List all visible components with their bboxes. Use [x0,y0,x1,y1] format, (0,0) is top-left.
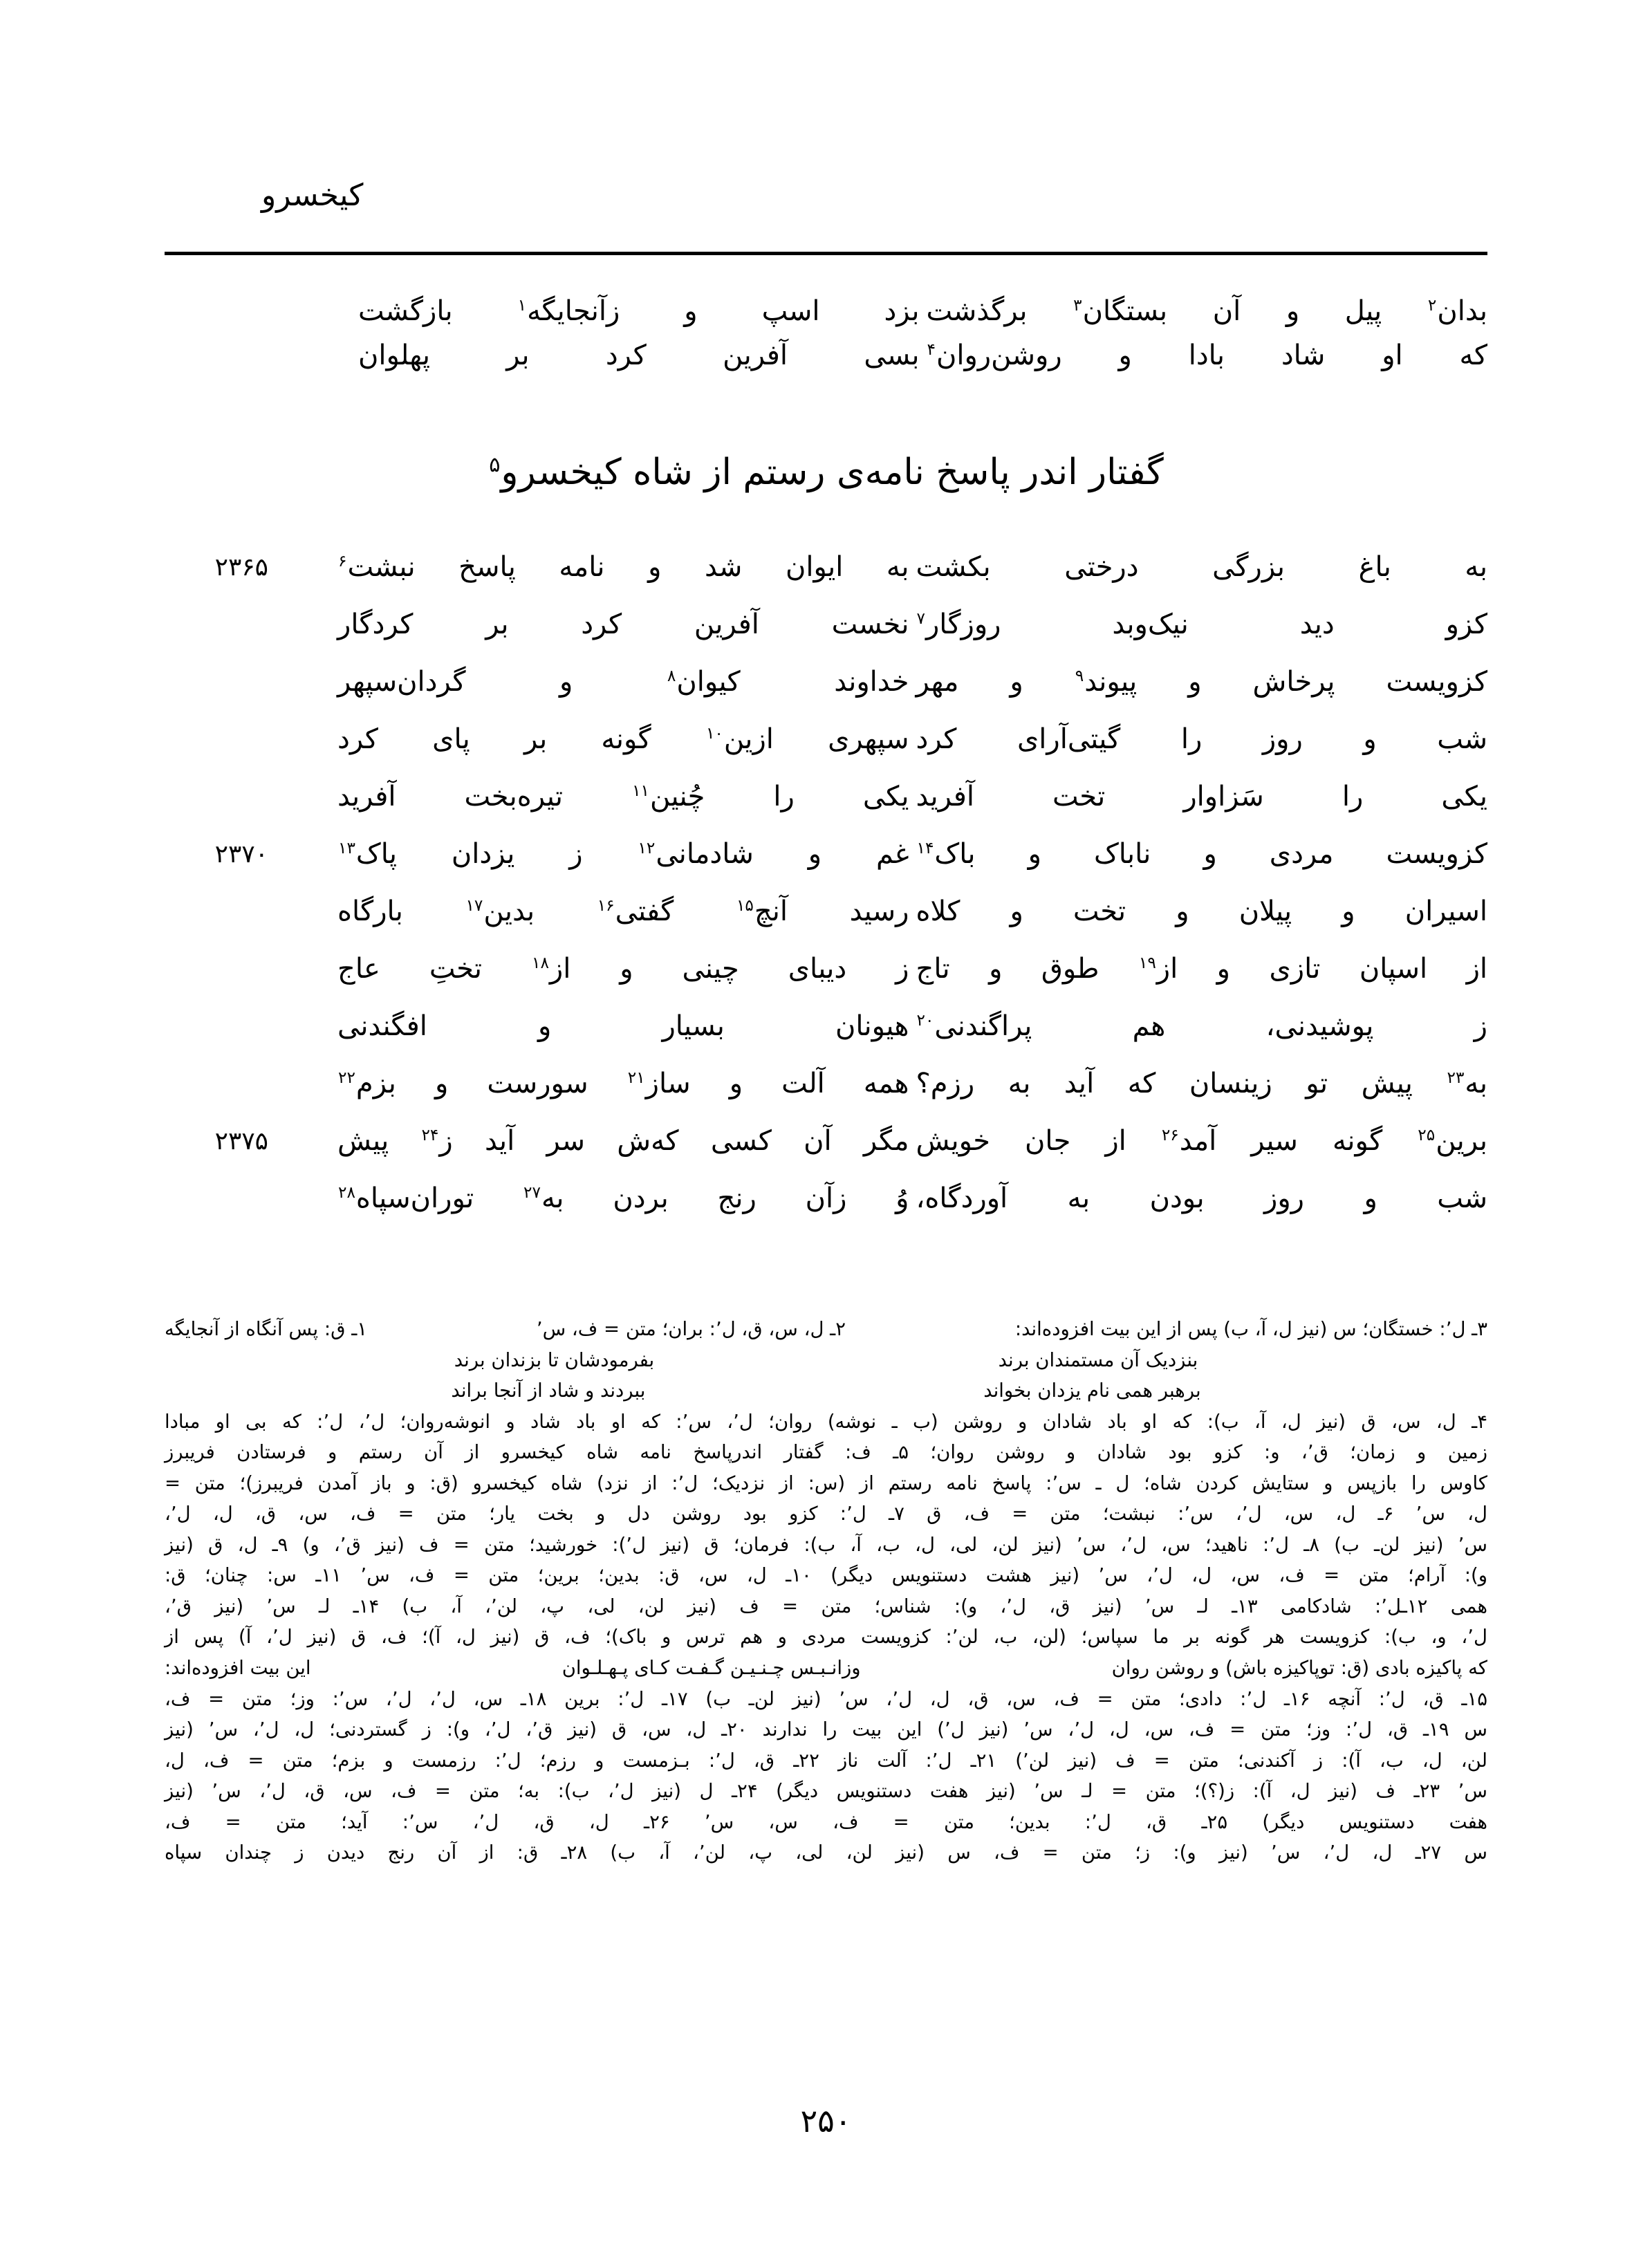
apparatus-line: ل‌٬، و، ب): کزویست هر گونه بر ما سپاس؛ (لن، ب، لن‌٬: کزویست مردی و هم ترس و باک)؛ ف، ق (نیز ل، آ)؛ ف، ق (نیز ل‌٬، آ) پس از [165,1626,1488,1649]
inset-hemistich-left: بنزدیک آن مستمندان برند [998,1348,1198,1371]
footnote-marker: ۵ [489,452,501,477]
footnote-marker: ۲۵ [1418,1125,1436,1144]
footnote-marker: ۲ [1427,295,1437,315]
hemistich-right [275,1070,909,1097]
apparatus-note-1: ۱ـ ق: پس آنگاه از آنجایگه [165,1318,368,1340]
hemistich-text-cont: سورست و بزم [355,1068,627,1099]
footnote-marker: ۱۹ [1138,953,1156,972]
hemistich-text-cont: پیل و آن بستگان [1082,295,1427,327]
couplet-row [165,1182,1487,1242]
page-header [165,178,1487,261]
hemistich-text-cont: گونه بر پای کرد [337,723,705,755]
apparatus-line [165,1314,1487,1345]
footnote-marker: ۷ [916,609,925,628]
running-title: کیخسرو [261,178,364,213]
hemistich-text: به باغ بزرگی درختی بکشت [916,551,1487,583]
hemistich-text: بدان [1437,295,1488,327]
apparatus-line: س ۱۹ـ ق، ل‌٬: وز؛ متن = ف، س، ل، ل‌٬، س‌٬ (نیز ل‌٬) این بیت را ندارند ۲۰ـ ل، س، ق (نیز ق‌٬، ل‌٬، و): ز گستردنی؛ ل، ل‌٬، س‌٬ (نیز [165,1718,1488,1741]
hemistich-right [275,1182,909,1214]
footnote-marker: ۴ [927,340,936,359]
hemistich-text-cont: و مهر [916,666,1075,698]
hemistich-text: رسید آنچ [754,895,909,927]
hemistich-right [275,895,909,927]
apparatus-line: ۴ـ ل، س، ق (نیز ل، آ، ب): که او باد شادان و روشن (ب ـ نوشه) روان؛ ل‌٬، س‌٬: که او باد شاد و انوشه‌روان؛ ل‌٬، ل‌٬: که بی او مبادا [165,1410,1488,1433]
hemistich-text: هیونان بسیار و افگندنی [337,1010,909,1042]
couplet-row [165,1127,1487,1185]
apparatus-line: کاوس را بازپس و ستایش کردن شاه؛ ل ـ س‌٬: پاسخ نامه رستم از (س: از نزدیک؛ ل‌٬: از نزد) شاه کیخسرو (ق: و باز آمدن فریبرز)؛ متن = [165,1472,1487,1494]
couplet-row [165,955,1487,1012]
footnote-marker: ۸ [667,666,676,685]
apparatus-line: هفت دستنویس دیگر) ۲۵ـ ق، ل‌٬: بدین؛ متن = ف، س، س‌٬ ۲۶ـ ل، ق، ل‌٬، س‌٬: آید؛ متن = ف، [165,1810,1487,1833]
hemistich-text: غم و شادمانی [656,838,909,870]
hemistich-text: که او شاد بادا و روشن‌روان [936,340,1487,371]
hemistich-left [909,840,1488,868]
footnote-marker: ۱۷ [465,895,483,915]
hemistich-left [909,1070,1488,1097]
hemistich-right [275,553,909,581]
hemistich-text: بزد اسپ و زآنجایگه [527,295,920,327]
apparatus-line: زمین و زمان؛ ق‌٬، و: کزو بود شادان و روشن روان؛ ۵ـ ف: گفتار اندرپاسخ نامه شاه کیخسرو از آن رستم و فرستادن فریبرز [165,1441,1487,1464]
hemistich-text: یکی را چُنین [650,781,909,813]
hemistich-text: شب و روز را گیتی‌آرای کرد [916,723,1487,755]
footnote-marker: ۱۳ [338,838,355,857]
apparatus-line: ل، س‌٬ ۶ـ ل، س، ل‌٬، س‌٬: نبشت؛ متن = ف، ق ۷ـ ل‌٬: کزو بود روشن دل و بخت یار؛ متن = ف، س، ق، ل، ل‌٬، [165,1503,1488,1525]
apparatus-inset-couplet [165,1375,1487,1407]
apparatus-note-3: ۳ـ ل‌٬: خستگان؛ س (نیز ل، آ، ب) پس از این بیت افزوده‌اند: [1014,1318,1487,1340]
hemistich-text-cont: پیش تو زینسان که آید به رزم؟ [916,1068,1447,1099]
hemistich-left [909,1127,1488,1155]
hemistich-text-cont: توران‌سپاه [355,1182,523,1214]
hemistich-text: بسی آفرین کرد بر پهلوان [358,340,920,371]
hemistich-text: یکی را سَزاوار تخت آفرید [916,781,1487,813]
footnote-marker: ۱۴ [916,838,934,857]
footnote-marker: ۱۵ [736,895,754,915]
hemistich-text: کزویست مردی و ناباک و باک [934,838,1487,870]
hemistich-text: برین [1436,1125,1487,1157]
apparatus-line: همی ۱۲ـل‌٬: شادکامی ۱۳ـ لـ س‌٬ (نیز ق، ل‌٬، و): شناس؛ متن = ف (نیز لن، لی، پ، لن‌٬، آ، ب) ۱۴ـ لـ س‌٬ (نیز ق‌٬، [165,1595,1488,1617]
inset-hemistich-right: ببردند و شاد از آنجا براند [451,1380,646,1402]
footnote-marker: ۲۲ [338,1068,355,1087]
hemistich-text: به [1465,1068,1487,1099]
couplet-row [165,895,1487,955]
footnote-marker: ۲۳ [1447,1068,1465,1087]
apparatus-line: س‌٬ (نیز لن‌ـ ب) ۸ـ ل‌٬: ناهید؛ س، ل‌٬، س‌٬ (نیز لن، لی، ل، ب، آ، ب): فرمان؛ ق (نیز ل‌٬): خورشید؛ متن = ف (نیز ق‌٬، و) ۹ـ ل، ق (نیز [165,1533,1487,1556]
hemistich-text: خداوند کیوان [676,666,909,698]
couplet-row [165,725,1487,783]
hemistich-left [909,955,1488,983]
apparatus-line: لن، ل، ب، آ): ز آکندنی؛ متن = ف (نیز لن‌٬) ۲۱ـ ل‌٬: آلت ناز ۲۲ـ ق، ل‌٬: بـزمست و رزم؛ ل‌٬: رزمست و بزم؛ متن = ف، ل، [165,1749,1487,1772]
hemistich-text-cont: تختِ عاج [337,953,531,985]
hemistich-right [275,611,909,638]
footnote-marker: ۳ [1073,295,1082,315]
hemistich-right [275,1127,909,1155]
couplet-row [165,668,1487,725]
couplet-row [165,342,1487,369]
hemistich-right [275,725,909,753]
apparatus-note-2: ۲ـ ل، س، ق، ل‌٬: بران؛ متن = ف، س‌٬ [536,1318,846,1340]
footnote-marker: ۲۴ [421,1125,439,1144]
page-number: ۲۵۰ [800,2102,852,2140]
hemistich-left [909,1012,1488,1040]
footnote-marker: ۱۶ [597,895,615,915]
hemistich-text: ز دیبای چینی و از [549,953,909,985]
footnote-marker: ۹ [1075,666,1084,685]
verse-number: ۲۳۷۰ [214,840,268,869]
verse-number: ۲۳۷۵ [214,1127,268,1156]
section-heading-text: گفتار اندر پاسخ نامه‌ی رستم از شاه کیخسرو [501,452,1164,493]
apparatus-line [165,1653,1487,1684]
hemistich-text-cont: تیره‌بخت آفرید [337,781,632,813]
hemistich-text-cont: پیش [337,1125,421,1157]
hemistich-text: وُ زآن رنج بردن به [541,1182,909,1214]
hemistich-right [275,840,909,868]
hemistich-text-cont: گفتی [615,895,736,927]
hemistich-right [275,1012,909,1040]
footnote-marker: ۲۸ [338,1182,355,1202]
hemistich-text: کزو دید نیک‌وبد روزگار [925,609,1487,640]
header-rule [165,252,1487,255]
inset-hemistich-right: وزانـبـس چـنـیـن گـفـت کـای پـهـلـوان [562,1657,861,1680]
hemistich-text: همه آلت و ساز [645,1068,909,1099]
couplet-row [165,297,1487,325]
footnote-marker: ۱۰ [705,723,723,743]
inset-hemistich-left: که پاکیزه بادی (ق: توپاکیزه باش) و روشن روان [1111,1657,1487,1680]
hemistich-text-cont2: برگذشت [926,295,1073,327]
hemistich-left [909,895,1488,927]
hemistich-text-cont3: بارگاه [337,895,465,927]
footnote-marker: ۲۷ [523,1182,541,1202]
verse-number: ۲۳۶۵ [214,553,268,582]
hemistich-text: سپهری ازین [723,723,909,755]
hemistich-left [920,297,1488,325]
hemistich-text-cont: گونه سیر آمد [1179,1125,1418,1157]
hemistich-right [275,342,920,369]
hemistich-text: اسیران و پیلان و تخت و کلاه [916,895,1487,927]
hemistich-text: نخست آفرین کرد بر کردگار [337,609,909,640]
footnote-marker: ۱۸ [532,953,549,972]
hemistich-left [909,1182,1488,1214]
hemistich-left [909,781,1488,813]
hemistich-left [909,668,1488,696]
hemistich-text: کزویست پرخاش و پیوند [1084,666,1487,698]
apparatus-line: و): آرام؛ متن = ف، س، ل، ل‌٬، س‌٬ (نیز هشت دستنویس دیگر) ۱۰ـ ل، س، ق: بدین؛ برین؛ متن = ف، س‌٬ ۱۱ـ س: چنان؛ ق: [165,1564,1488,1587]
hemistich-text: ز پوشیدنی، هم پراگندنی [934,1010,1487,1042]
opening-couplets [165,297,1487,386]
inset-hemistich-right: بفرمودشان تا بزندان برند [454,1348,655,1371]
apparatus-line: س ۲۷ـ ل، ل‌٬، س‌٬ (نیز و): ز؛ متن = ف، س (نیز لن، لی، پ، لن‌٬، آ، ب) ۲۸ـ ق: از آن رنج دیدن ز چندان سپاه [165,1841,1488,1864]
footnote-marker: ۶ [338,551,347,570]
footnote-marker: ۲۰ [916,1010,934,1030]
hemistich-right [275,955,909,983]
hemistich-left [909,725,1488,753]
hemistich-text-cont: طوق و تاج [916,953,1138,985]
footnote-marker: ۲۶ [1161,1125,1179,1144]
hemistich-right [275,297,920,325]
hemistich-text-cont: و گردان‌سپهر [337,666,667,698]
hemistich-text-cont2: از جان خویش [916,1125,1161,1157]
critical-apparatus [165,1314,1487,1868]
main-verse-body [165,553,1487,1242]
hemistich-right [275,668,909,696]
hemistich-text-cont: ز یزدان پاک [355,838,638,870]
couplet-row [165,1070,1487,1127]
hemistich-text: شب و روز بودن به آوردگاه، [916,1182,1487,1214]
footnote-marker: ۱۲ [638,838,656,857]
apparatus-line: ۱۵ـ ق، ل‌٬: آنچه ۱۶ـ ل‌٬: دادی؛ متن = ف، س، ق، ل، ل‌٬، س‌٬ (نیز لن‌ـ ب) ۱۷ـ ل‌٬: برین ۱۸ـ س، ل‌٬، ل‌٬، س‌٬: وز؛ متن = ف، [165,1687,1488,1710]
inset-hemistich-left: برهبر همی نام یزدان بخواند [983,1380,1201,1402]
hemistich-text-cont: بازگشت [358,295,517,327]
hemistich-right [275,781,909,813]
apparatus-line: س‌٬ ۲۳ـ ف (نیز ل، آ): ز(؟)؛ متن = لـ س‌٬ (نیز هفت دستنویس دیگر) ۲۴ـ ل (نیز ل‌٬، ب): به؛ متن = ف، س، ق، ل‌٬، س‌٬ (نیز [165,1780,1487,1803]
hemistich-text: از اسپان تازی و از [1156,953,1488,985]
couplet-row [165,840,1487,898]
footnote-marker: ۱ [517,295,527,315]
couplet-row [165,783,1487,840]
hemistich-left [909,611,1488,638]
apparatus-inset-couplet [165,1345,1487,1376]
footnote-marker: ۲۱ [627,1068,645,1087]
couplet-row [165,553,1487,611]
footnote-marker: ۱۱ [632,781,649,800]
hemistich-left [920,342,1488,369]
apparatus-intro-text: این بیت افزوده‌اند: [165,1657,311,1680]
section-heading [165,453,1487,492]
hemistich-text: مگر آن کسی که‌ش سر آید ز [439,1125,909,1157]
hemistich-text: به ایوان شد و نامه پاسخ نبشت [347,551,909,583]
hemistich-text-cont2: بدین [483,895,597,927]
couplet-row [165,1012,1487,1070]
hemistich-left [909,553,1488,581]
couplet-row [165,611,1487,668]
